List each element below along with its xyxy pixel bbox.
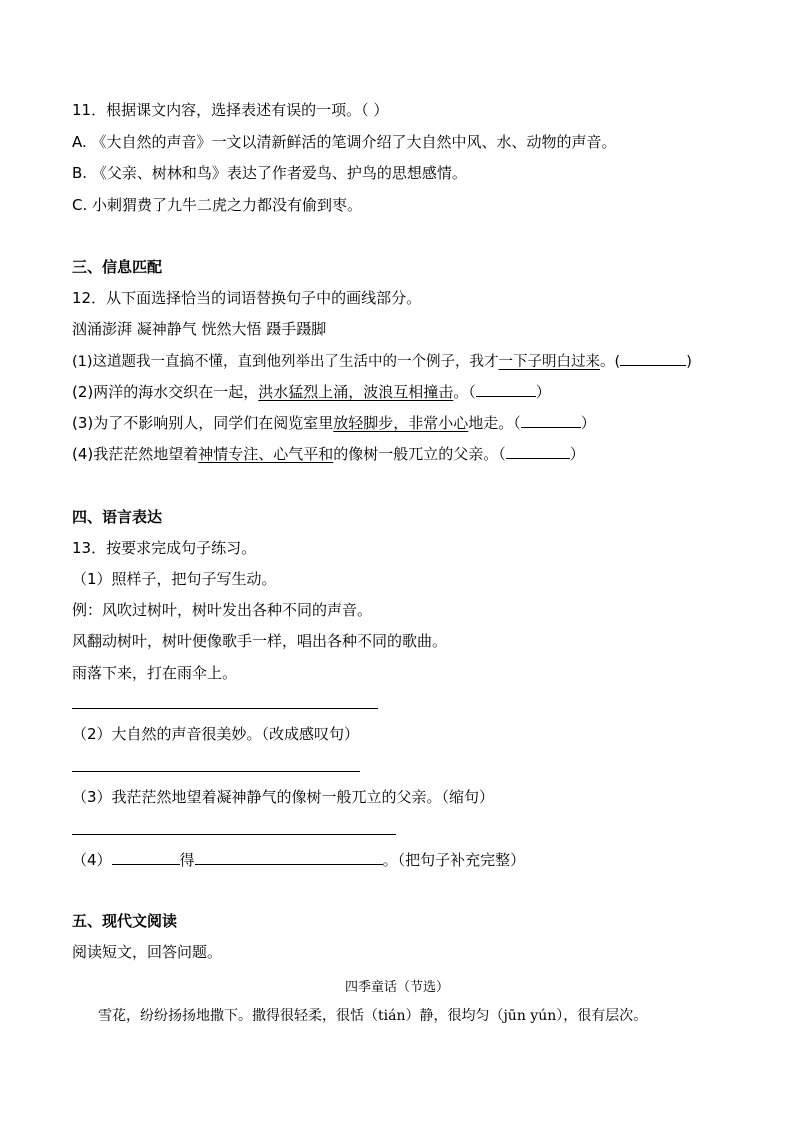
sentence-text: 。（ (453, 383, 476, 401)
answer-blank[interactable] (506, 443, 570, 459)
answer-blank[interactable] (195, 849, 383, 865)
q13-example-sentence: 风翻动树叶，树叶便像歌手一样，唱出各种不同的歌曲。 (72, 632, 448, 650)
section-5-heading: 五、现代文阅读 (72, 912, 178, 930)
underlined-phrase: 洪水猛烈上涌，波浪互相撞击 (258, 383, 454, 401)
passage-title: 四季童话（节选） (344, 980, 449, 995)
sentence-text: ） (535, 383, 551, 401)
sentence-text: (2)两洋的海水交织在一起， (72, 383, 259, 401)
answer-blank[interactable] (620, 350, 686, 366)
q11-option-c: C. 小刺猬费了九牛二虎之力都没有偷到枣。 (72, 196, 363, 214)
section-3-heading: 三、信息匹配 (72, 258, 163, 276)
sentence-text: (1)这道题我一直搞不懂，直到他列举出了生活中的一个例子，我才 (72, 354, 499, 370)
passage-paragraph: 雪花，纷纷扬扬地撒下。撒得很轻柔，很恬（tián）静，很均匀（jūn yún），很有层次。 (98, 1008, 648, 1024)
section-4-heading: 四、语言表达 (72, 508, 163, 526)
q13-part-2: （2）大自然的声音很美妙。（改成感叹句） (72, 725, 360, 743)
q13-part-4 (72, 849, 525, 870)
sentence-text: ) (686, 354, 692, 370)
q12-sentence-2 (72, 381, 551, 402)
underlined-phrase: 神情专注、心气平和 (198, 445, 334, 463)
q13-prompt: 雨落下来，打在雨伞上。 (72, 664, 238, 682)
answer-line[interactable] (72, 771, 360, 772)
sentence-text: (3)为了不影响别人，同学们在阅览室里 (72, 414, 334, 432)
q12-sentence-1 (72, 350, 692, 372)
underlined-phrase: 一下子明白过来 (498, 354, 601, 370)
q12-word-bank: 汹涌澎湃 凝神静气 恍然大悟 蹑手蹑脚 (72, 320, 327, 338)
reading-instruction: 阅读短文，回答问题。 (72, 943, 223, 961)
sentence-text: ） (580, 414, 596, 432)
sentence-text: 。( (600, 354, 621, 370)
answer-line[interactable] (72, 708, 378, 709)
q13-part-3: （3）我茫茫然地望着凝神静气的像树一般兀立的父亲。（缩句） (72, 788, 495, 806)
q11-option-b: B. 《父亲、树林和鸟》表达了作者爱鸟、护鸟的思想感情。 (72, 164, 467, 182)
answer-blank[interactable] (112, 849, 180, 865)
sentence-text: 的像树一般兀立的父亲。（ (333, 445, 506, 463)
q13-example: 例：风吹过树叶，树叶发出各种不同的声音。 (72, 601, 373, 619)
answer-line[interactable] (72, 834, 396, 835)
q13-stem: 13．按要求完成句子练习。 (72, 539, 257, 557)
sentence-text: (4)我茫茫然地望着 (72, 445, 199, 463)
answer-blank[interactable] (521, 412, 581, 428)
sentence-text: 得 (179, 851, 195, 869)
sentence-text: （4） (72, 851, 112, 869)
underlined-phrase: 放轻脚步，非常小心 (333, 414, 469, 432)
sentence-text: 地走。（ (468, 414, 521, 432)
sentence-text: ） (569, 445, 585, 463)
q11-stem: 11．根据课文内容，选择表述有误的一项。（ ） (72, 101, 389, 119)
q11-option-a: A. 《大自然的声音》一文以清新鲜活的笔调介绍了大自然中风、水、动物的声音。 (72, 133, 617, 151)
q12-stem: 12．从下面选择恰当的词语替换句子中的画线部分。 (72, 289, 422, 307)
q12-sentence-3 (72, 412, 596, 433)
q12-sentence-4 (72, 443, 585, 464)
sentence-text: 。（把句子补充完整） (382, 851, 526, 869)
answer-blank[interactable] (476, 381, 536, 397)
q13-part-1: （1）照样子，把句子写生动。 (72, 570, 277, 588)
